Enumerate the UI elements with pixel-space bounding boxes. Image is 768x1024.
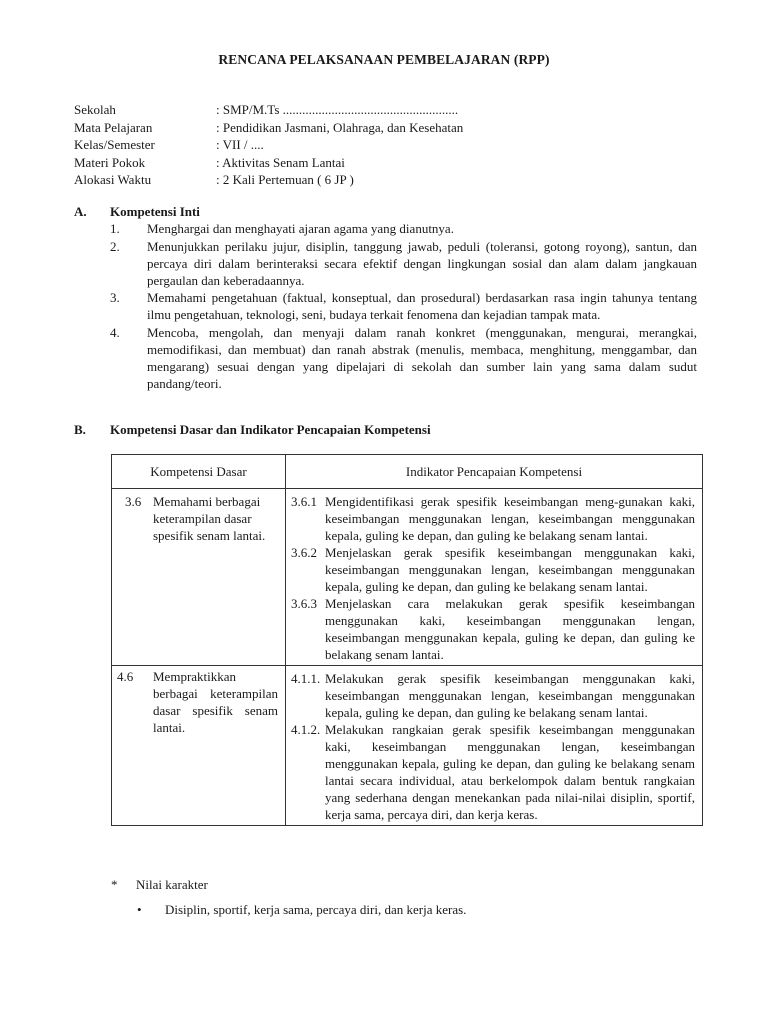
- kd-cell: [112, 489, 286, 666]
- indicator-cell: [286, 666, 703, 826]
- indicator-number: 3.6.3: [291, 596, 317, 611]
- item-text: Mencoba, mengolah, dan menyaji dalam ranah konkret (menggunakan, mengurai, merangkai, memodifikasi, dan membuat) dan ranah abstrak (menulis, membaca, menghitung, menggambar, dan mengarang) sesuai dengan yang dipelajari di sekolah dan sumber lain yang sama dalam sudut pandang/teori.: [147, 324, 697, 391]
- indicator-item: [287, 721, 701, 823]
- section-title: Kompetensi Dasar dan Indikator Pencapaian Kompetensi: [110, 422, 431, 437]
- info-label: Kelas/Semester: [74, 137, 155, 152]
- info-row-mata-pelajaran: [74, 119, 463, 137]
- info-row-kelas-semester: [74, 136, 463, 154]
- column-header-kompetensi-dasar: Kompetensi Dasar: [112, 455, 286, 489]
- section-heading: [74, 421, 697, 438]
- info-value: : VII / ....: [216, 137, 264, 152]
- list-item: [74, 289, 697, 323]
- table-row: [112, 666, 703, 826]
- item-text: Memahami pengetahuan (faktual, konseptual, dan prosedural) berdasarkan rasa ingin tahunya tentang ilmu pengetahuan, teknologi, seni, budaya terkait fenomena dan kejadian tampak mata.: [147, 290, 697, 322]
- kd-text: Mempraktikkan berbagai keterampilan dasar spesifik senam lantai.: [153, 669, 278, 735]
- list-item: [74, 238, 697, 289]
- indicator-item: [287, 544, 701, 595]
- item-number: 1.: [110, 221, 120, 236]
- column-header-indikator: Indikator Pencapaian Kompetensi: [286, 455, 703, 489]
- list-item: [74, 220, 697, 237]
- info-row-materi-pokok: [74, 154, 463, 172]
- nilai-label: Nilai karakter: [136, 877, 208, 892]
- info-label: Sekolah: [74, 102, 116, 117]
- item-number: 3.: [110, 290, 120, 305]
- bullet-icon: •: [137, 902, 142, 917]
- section-kompetensi-inti: [74, 203, 697, 392]
- info-value: : Pendidikan Jasmani, Olahraga, dan Kesehatan: [216, 119, 464, 135]
- indicator-text: Mengidentifikasi gerak spesifik keseimbangan meng-gunakan kaki, keseimbangan menggunakan lengan, keseimbangan menggunakan kepala, guling ke depan, dan guling ke belakang senam lantai.: [325, 494, 695, 543]
- indicator-text: Melakukan gerak spesifik keseimbangan menggunakan kaki, keseimbangan menggunakan lengan, keseimbangan menggunakan kepala, guling ke depan, dan guling ke belakang senam lantai.: [325, 671, 695, 720]
- item-number: 2.: [110, 238, 120, 254]
- section-letter: B.: [74, 422, 86, 437]
- section-kompetensi-dasar: [74, 421, 697, 438]
- indicator-text: Melakukan rangkaian gerak spesifik keseimbangan menggunakan kaki, keseimbangan menggunakan lengan, keseimbangan menggunakan kepala, guling ke depan, dan guling ke belakang senam lantai secara individual, atau berkelompok dalam bentuk rangkaian yang sederhana dengan menekankan pada nilai-nilai disiplin, sportif, kerja sama, percaya diri, dan kerja keras.: [325, 722, 695, 822]
- nilai-karakter-heading: [111, 876, 208, 893]
- info-label: Alokasi Waktu: [74, 172, 152, 187]
- kd-cell: [112, 666, 286, 826]
- nilai-text: Disiplin, sportif, kerja sama, percaya diri, dan kerja keras.: [165, 902, 467, 917]
- indicator-number: 3.6.2: [291, 545, 317, 560]
- section-letter: A.: [74, 204, 87, 219]
- info-label: Mata Pelajaran: [74, 119, 153, 135]
- asterisk-marker: *: [111, 877, 118, 892]
- indicator-cell: [286, 489, 703, 666]
- identity-block: [74, 101, 463, 189]
- indicator-item: [287, 595, 701, 663]
- nilai-karakter-item: [137, 901, 466, 918]
- info-value: : 2 Kali Pertemuan ( 6 JP ): [216, 172, 354, 187]
- info-value: : SMP/M.Ts ......................................................: [216, 102, 459, 117]
- indicator-text: Menjelaskan cara melakukan gerak spesifik keseimbangan menggunakan kaki, keseimbangan menggunakan lengan, keseimbangan menggunakan kepala, guling ke depan, dan guling ke belakang senam lantai.: [325, 596, 695, 662]
- item-text: Menghargai dan menghayati ajaran agama yang dianutnya.: [147, 221, 454, 236]
- kompetensi-inti-list: [74, 220, 697, 392]
- section-heading: [74, 203, 697, 220]
- info-label: Materi Pokok: [74, 154, 146, 170]
- info-row-alokasi-waktu: [74, 171, 463, 189]
- list-item: [74, 324, 697, 392]
- indicator-number: 4.1.1.: [291, 671, 321, 686]
- indicator-item: [287, 493, 701, 544]
- kd-text: Memahami berbagai keterampilan dasar spesifik senam lantai.: [153, 494, 266, 543]
- kd-number: 3.6: [125, 494, 142, 509]
- indicator-number: 3.6.1: [291, 494, 317, 509]
- table-header-row: [112, 455, 703, 489]
- indicator-text: Menjelaskan gerak spesifik keseimbangan menggunakan kaki, keseimbangan menggunakan lengan, keseimbangan menggunakan kepala, guling ke depan, dan guling ke belakang senam lantai.: [325, 545, 695, 594]
- info-row-sekolah: [74, 101, 463, 119]
- info-value: : Aktivitas Senam Lantai: [216, 154, 345, 170]
- item-number: 4.: [110, 324, 120, 340]
- kompetensi-table: [111, 454, 703, 826]
- page-title: RENCANA PELAKSANAAN PEMBELAJARAN (RPP): [218, 52, 550, 67]
- indicator-number: 4.1.2.: [291, 722, 321, 737]
- kd-number: 4.6: [117, 669, 134, 684]
- indicator-item: [287, 670, 701, 721]
- section-title: Kompetensi Inti: [110, 204, 200, 219]
- item-text: Menunjukkan perilaku jujur, disiplin, tanggung jawab, peduli (toleransi, gotong royong), santun, dan percaya diri dalam berinteraksi secara efektif dengan lingkungan sosial dan alam dalam jangkauan pergaulan dan keberadaannya.: [147, 238, 697, 288]
- table-row: [112, 489, 703, 666]
